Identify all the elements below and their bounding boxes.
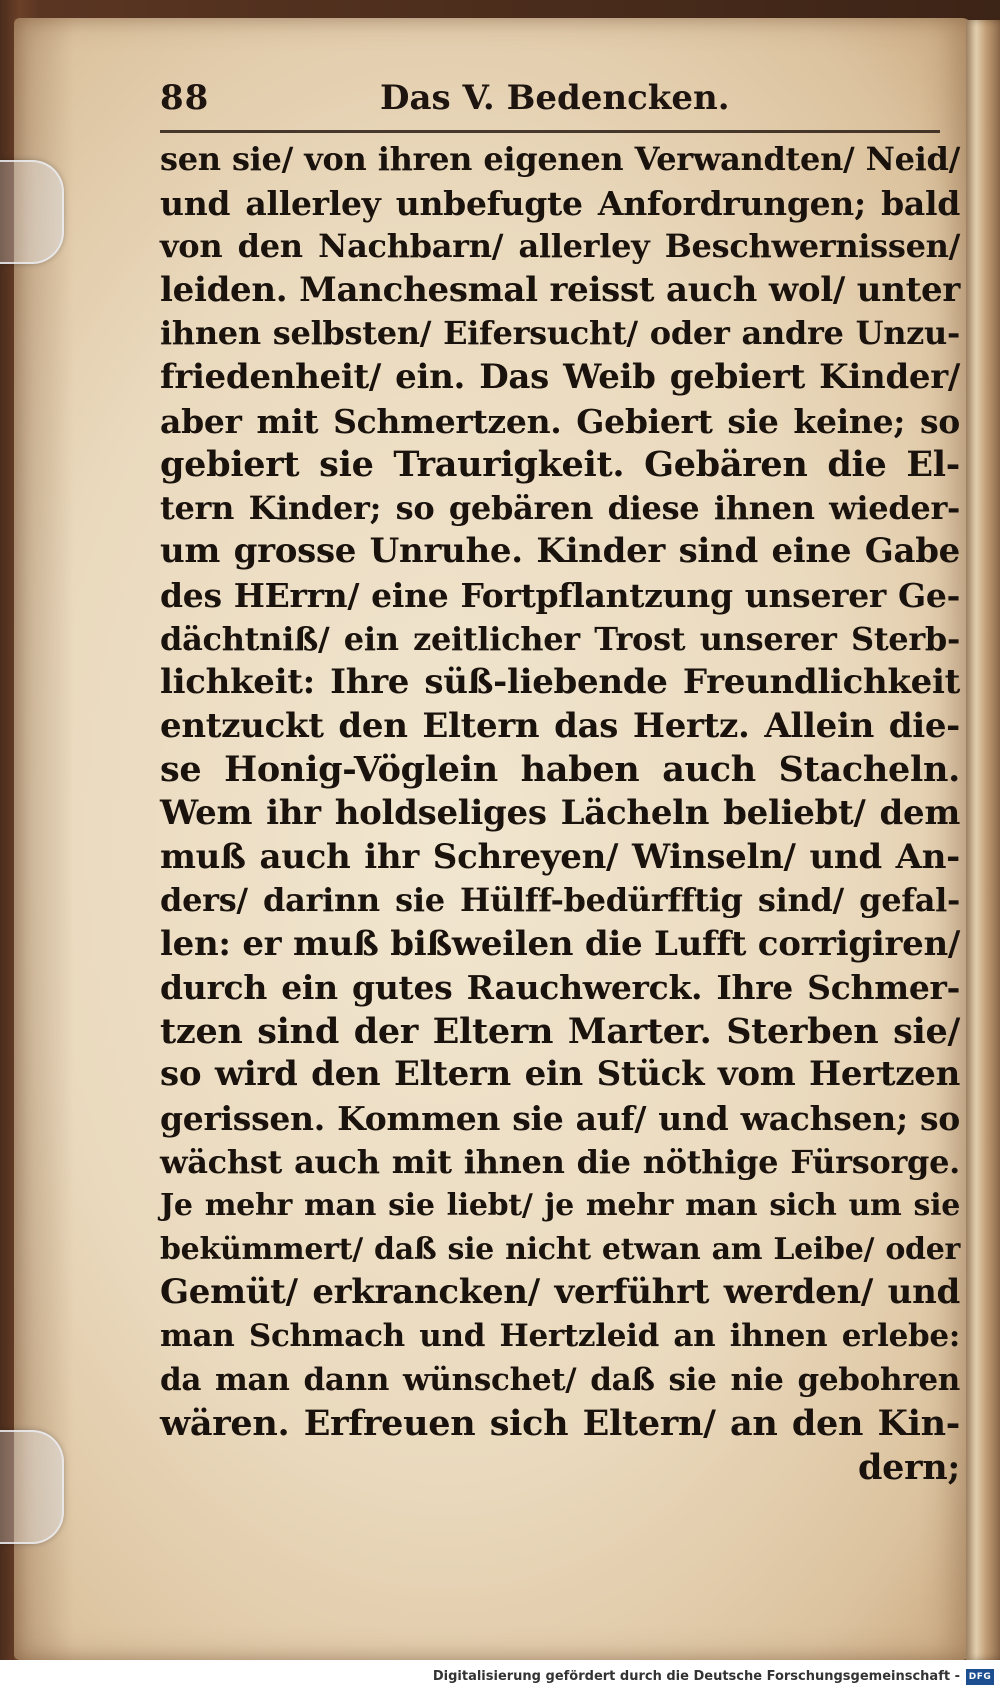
running-head: Das V. Bedencken. (380, 78, 730, 118)
page-number: 88 (160, 78, 210, 118)
text-line: da man dann wünschet/ daß sie nie gebohren (160, 1361, 960, 1398)
text-line: leiden. Manchesmal reisst auch wol/ unter (160, 269, 960, 310)
text-line: len: er muß bißweilen die Lufft corrigiren/ (160, 923, 960, 964)
text-line: um grosse Unruhe. Kinder sind eine Gabe (160, 531, 960, 572)
text-line: des HErrn/ eine Fortpflantzung unserer Ge- (160, 575, 960, 615)
text-line: tzen sind der Eltern Marter. Sterben sie/ (160, 1010, 960, 1052)
text-line: ders/ darinn sie Hülff-bedürfftig sind/ gefal- (160, 881, 960, 920)
digitization-footer (0, 1660, 1000, 1696)
text-line: wären. Erfreuen sich Eltern/ an den Kin- (160, 1403, 960, 1445)
text-line: Gemüt/ erkrancken/ verführt werden/ und (160, 1272, 960, 1313)
header-rule (160, 130, 940, 133)
text-line: gerissen. Kommen sie auf/ und wachsen; so (160, 1099, 960, 1139)
text-line: friedenheit/ ein. Das Weib gebiert Kinder/ (160, 356, 960, 397)
text-line: so wird den Eltern ein Stück vom Hertzen (160, 1054, 960, 1095)
text-line: bekümmert/ daß sie nicht etwan am Leibe/ oder (160, 1231, 960, 1267)
text-line: tern Kinder; so gebären diese ihnen wieder- (160, 488, 960, 527)
text-line: Wem ihr holdseliges Lächeln beliebt/ dem (160, 792, 960, 833)
text-line: se Honig-Vöglein haben auch Stacheln. (160, 749, 960, 791)
text-line: muß auch ihr Schreyen/ Winseln/ und An- (160, 836, 960, 877)
catchword: dern; (857, 1446, 960, 1488)
dfg-logo-icon: DFG (966, 1669, 994, 1685)
body-text (160, 138, 960, 1489)
text-line: dächtniß/ ein zeitlicher Trost unserer Sterb- (160, 619, 960, 658)
text-line: und allerley unbefugte Anfordrungen; bald (160, 183, 960, 223)
text-line: durch ein gutes Rauchwerck. Ihre Schmer- (160, 968, 960, 1008)
book-clamp-bottom (0, 1430, 64, 1544)
book-clamp-top (0, 160, 64, 264)
text-line: Je mehr man sie liebt/ je mehr man sich um sie (160, 1188, 960, 1224)
text-line: wächst auch mit ihnen die nöthige Fürsorge. (160, 1142, 960, 1181)
text-line: man Schmach und Hertzleid an ihnen erlebe: (160, 1318, 960, 1355)
adjacent-page-edge (966, 20, 1000, 1660)
text-line: gebiert sie Traurigkeit. Gebären die El- (160, 444, 960, 486)
text-line: aber mit Schmertzen. Gebiert sie keine; so (160, 401, 960, 441)
text-line: entzuckt den Eltern das Hertz. Allein die- (160, 705, 960, 746)
page-header (160, 78, 950, 130)
funding-credit: Digitalisierung gefördert durch die Deutsche Forschungsgemeinschaft - (432, 1669, 960, 1684)
text-line: sen sie/ von ihren eigenen Verwandten/ Neid/ (160, 140, 960, 178)
text-line: von den Nachbarn/ allerley Beschwernissen/ (160, 227, 960, 266)
text-line: ihnen selbsten/ Eifersucht/ oder andre Unzu- (160, 314, 960, 353)
text-line: lichkeit: Ihre süß-liebende Freundlichkeit (160, 662, 960, 703)
